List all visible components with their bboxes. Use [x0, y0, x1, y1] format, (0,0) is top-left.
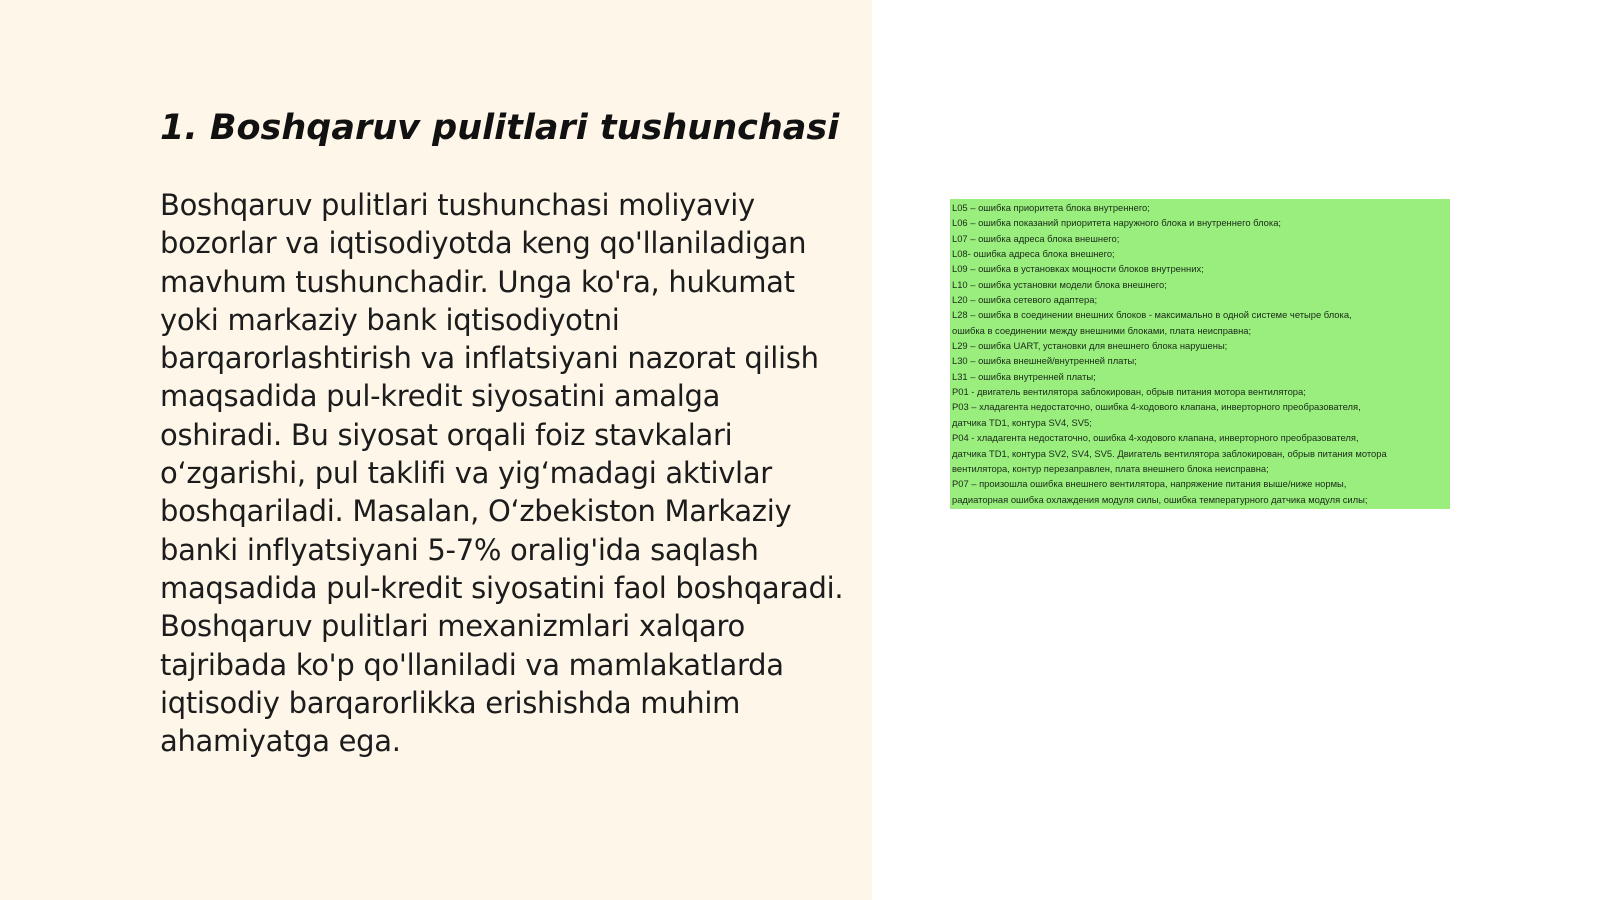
error-code-line: L20 – ошибка сетевого адаптера; [952, 294, 1098, 306]
error-code-line: L06 – ошибка показаний приоритета наружного блока и внутреннего блока; [952, 217, 1282, 229]
slide-body-text: Boshqaruv pulitlari tushunchasi moliyaviy bozorlar va iqtisodiyotda keng qo'llaniladigan mavhum tushunchadir. Unga ko'ra, hukumat yoki markaziy bank iqtisodiyotni barqarorlashtirish va inflatsiyani nazorat qilish maqsadida pul-kredit siyosatini amalga oshiradi. Bu siyosat orqali foiz stavkalari o‘zgarishi, pul taklifi va yig‘madagi aktivlar boshqariladi. Masalan, O‘zbekiston Markaziy banki inflyatsiyani 5-7% oralig'ida saqlash maqsadida pul-kredit siyosatini faol boshqaradi. Boshqaruv pulitlari mexanizmlari xalqaro tajribada ko'p qo'llaniladi va mamlakatlarda iqtisodiy barqarorlikka erishishda muhim ahamiyatga ega. [160, 188, 844, 759]
error-code-line: L31 – ошибка внутренней платы; [952, 370, 1096, 382]
error-code-line: датчика TD1, контура SV4, SV5; [952, 416, 1092, 428]
error-code-line: датчика TD1, контура SV2, SV4, SV5. Двигатель вентилятора заблокирован, обрыв питания мотора [952, 447, 1387, 459]
error-code-line: радиаторная ошибка охлаждения модуля силы, ошибка температурного датчика модуля силы; [952, 493, 1368, 505]
error-code-line: L08- ошибка адреса блока внешнего; [952, 248, 1115, 260]
slide-title: 1. Boshqaruv pulitlari tushunchasi [160, 108, 840, 148]
error-code-line: L07 – ошибка адреса блока внешнего; [952, 232, 1120, 244]
error-code-line: L09 – ошибка в установках мощности блоков внутренних; [952, 263, 1204, 275]
error-codes-image [950, 199, 1450, 509]
error-code-line: L10 – ошибка установки модели блока внешнего; [952, 278, 1167, 290]
error-codes-list [952, 200, 1446, 507]
error-code-line: P03 – хладагента недостаточно, ошибка 4-ходового клапана, инверторного преобразователя, [952, 401, 1361, 413]
error-code-line: L28 – ошибка в соединении внешних блоков - максимально в одной системе четыре блока, [952, 309, 1352, 321]
error-code-line: ошибка в соединении между внешними блоками, плата неисправна; [952, 324, 1252, 336]
error-code-line: P07 – произошла ошибка внешнего вентилятора, напряжение питания выше/ниже нормы, [952, 478, 1347, 490]
error-code-line: L30 – ошибка внешней/внутренней платы; [952, 355, 1137, 367]
error-code-line: P04 - хладагента недостаточно, ошибка 4-ходового клапана, инверторного преобразователя, [952, 432, 1359, 444]
error-code-line: L05 – ошибка приоритета блока внутреннего; [952, 202, 1150, 213]
error-code-line: P01 - двигатель вентилятора заблокирован, обрыв питания мотора вентилятора; [952, 386, 1306, 398]
error-code-line: L29 – ошибка UART, установки для внешнего блока нарушены; [952, 340, 1228, 352]
error-code-line: вентилятора, контур перезаправлен, плата внешнего блока неисправна; [952, 462, 1269, 474]
